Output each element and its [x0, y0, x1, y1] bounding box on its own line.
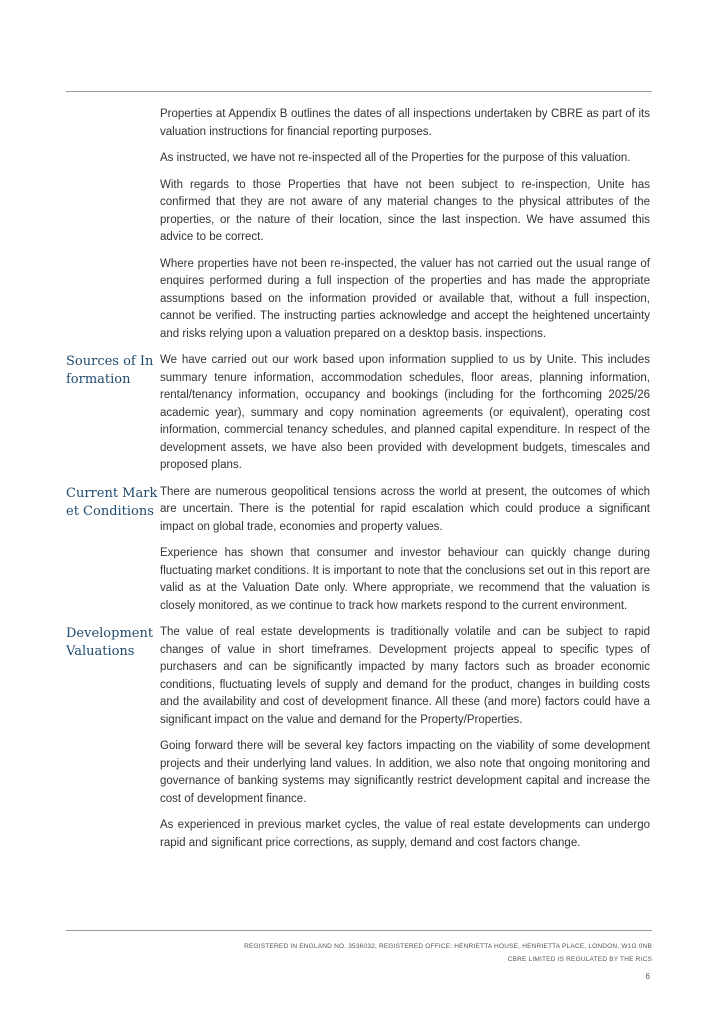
section-heading: Current Market Conditions: [66, 485, 158, 519]
section-heading: Sources of Information: [66, 354, 154, 387]
section-body: [160, 106, 650, 352]
footer-rule: [66, 930, 652, 931]
section-current-market-conditions: [66, 484, 652, 625]
footer-registration: REGISTERED IN ENGLAND NO. 3536032, REGISTERED OFFICE: HENRIETTA HOUSE, HENRIETTA PLACE, LONDON, W1G 0NB: [244, 943, 652, 950]
section-body: [160, 624, 650, 861]
page-number: 6: [645, 972, 650, 981]
paragraph: There are numerous geopolitical tensions across the world at present, the outcomes of which are uncertain. There is the potential for rapid escalation which could produce a significant impact on global trade, economies and property values.: [160, 485, 650, 533]
footer-regulation: CBRE LIMITED IS REGULATED BY THE RICS: [507, 956, 652, 963]
section-heading: Development Valuations: [66, 626, 154, 659]
paragraph: As instructed, we have not re-inspected all of the Properties for the purpose of this valuation.: [160, 152, 631, 164]
paragraph: The value of real estate developments is traditionally volatile and can be subject to rapid changes of value in short timeframes. Development projects appeal to specific types of purchasers and can be significantly impacted by many factors such as broader economic conditions, fluctuating levels of supply and demand for the product, changes in building costs and the availability and cost of development finance. All these (and more) factors could have a significant impact on the value and demand for the Property/Properties.: [160, 626, 650, 726]
paragraph: As experienced in previous market cycles, the value of real estate developments can undergo rapid and significant price corrections, as supply, demand and cost factors change.: [160, 819, 650, 849]
paragraph: Where properties have not been re-inspected, the valuer has not carried out the usual range of enquires performed during a full inspection of the properties and has made the appropriate assumptions based on the information provided or available that, without a full inspection, cannot be verified. The instructing parties acknowledge and accept the heightened uncertainty and risks relying upon a valuation prepared on a desktop basis. inspections.: [160, 257, 650, 340]
section-heading: [66, 106, 158, 107]
section-inspections: [66, 106, 652, 352]
section-sources-of-information: [66, 352, 652, 484]
paragraph: With regards to those Properties that have not been subject to re-inspection, Unite has confirmed that they are not aware of any material changes to the physical attributes of the properties, or the nature of their location, since the last inspection. We have assumed this advice to be correct.: [160, 178, 650, 243]
paragraph: Going forward there will be several key factors impacting on the viability of some development projects and their underlying land values. In addition, we also note that ongoing monitoring and governance of banking systems may significantly restrict development capital and increase the cost of development finance.: [160, 740, 650, 805]
section-development-valuations: [66, 624, 652, 861]
section-body: [160, 352, 650, 484]
document-body: [66, 106, 652, 861]
section-body: [160, 484, 650, 625]
paragraph: Experience has shown that consumer and investor behaviour can quickly change during fluctuating market conditions. It is important to note that the conclusions set out in this report are valid as at the Valuation Date only. Where appropriate, we recommend that the valuation is closely monitored, as we continue to track how markets respond to the current environment.: [160, 547, 650, 612]
paragraph: Properties at Appendix B outlines the dates of all inspections undertaken by CBRE as part of its valuation instructions for financial reporting purposes.: [160, 108, 650, 138]
header-rule: [66, 91, 652, 92]
paragraph: We have carried out our work based upon information supplied to us by Unite. This includes summary tenure information, accommodation schedules, floor areas, planning information, rental/tenancy information, occupancy and bookings (including for the forthcoming 2025/26 academic year), summary and copy nomination agreements (or equivalent), operating cost information, commercial tenancy schedules, and planned capital expenditure. In respect of the development assets, we have also been provided with development budgets, timescales and proposed plans.: [160, 354, 650, 471]
